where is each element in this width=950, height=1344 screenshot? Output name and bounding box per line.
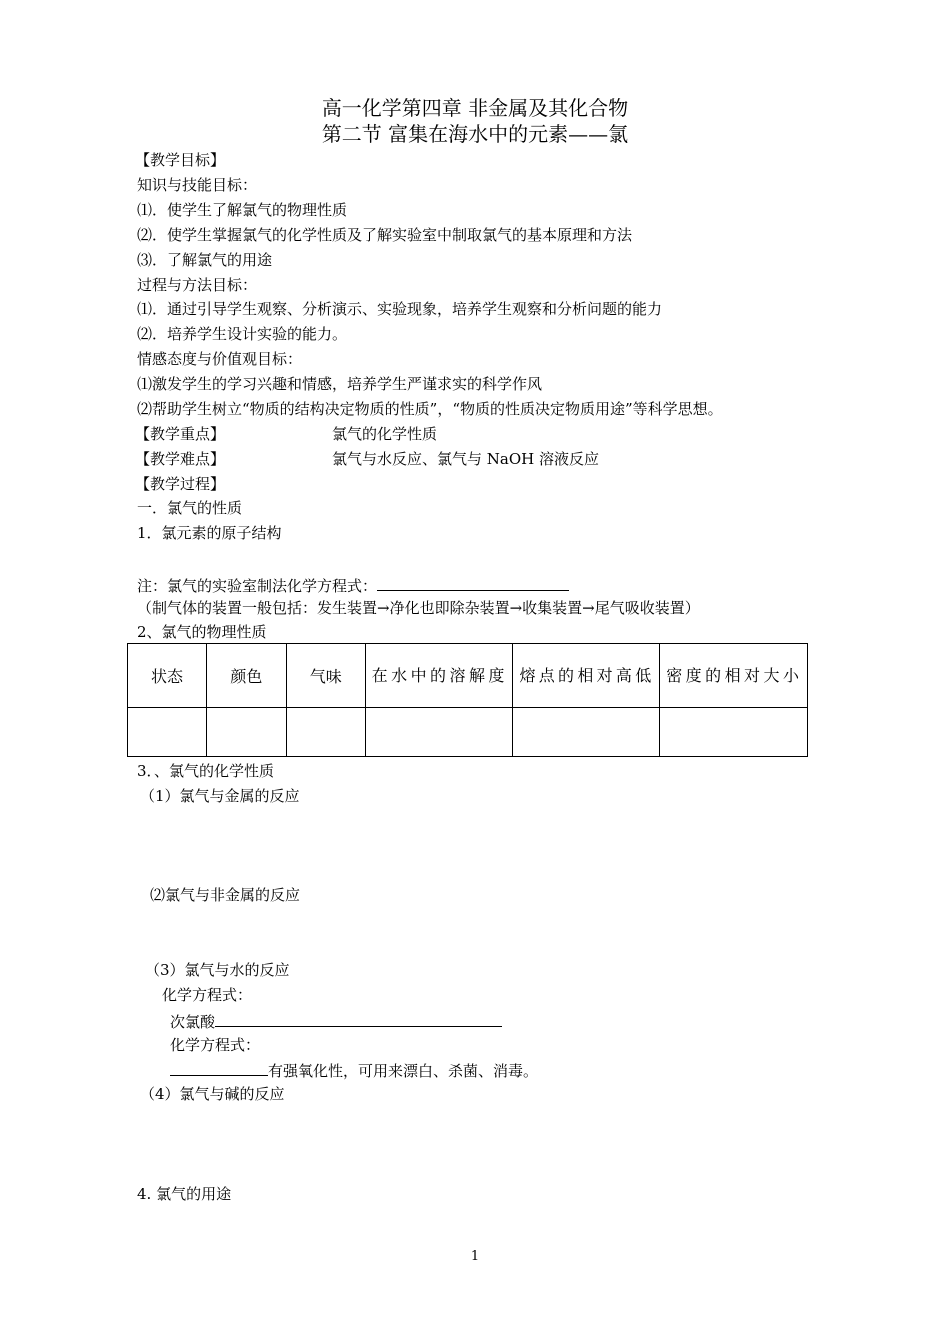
table-cell bbox=[365, 708, 513, 757]
hypochlorous-line bbox=[170, 1010, 502, 1032]
emotion-title: 情感态度与价值观目标： bbox=[137, 350, 303, 368]
key-point-value: 氯气的化学性质 bbox=[332, 425, 438, 443]
table-header-cell: 颜色 bbox=[206, 644, 286, 708]
table-cell bbox=[660, 708, 808, 757]
document-title: 高一化学第四章 非金属及其化合物 bbox=[321, 96, 629, 120]
objectives-header: 【教学目标】 bbox=[135, 151, 226, 169]
lab-method-note bbox=[137, 574, 569, 596]
table-row bbox=[128, 708, 808, 757]
table-header-cell: 密度的相对大小 bbox=[660, 644, 808, 708]
equation-label-1: 化学方程式： bbox=[162, 986, 253, 1004]
section-3-heading: 3．、氯气的化学性质 bbox=[137, 762, 275, 780]
answer-blank bbox=[215, 1010, 502, 1027]
reaction-base: （4）氯气与碱的反应 bbox=[140, 1085, 285, 1103]
page-number: 1 bbox=[470, 1249, 480, 1264]
knowledge-title: 知识与技能目标： bbox=[137, 176, 258, 194]
table-cell bbox=[513, 708, 660, 757]
hypochlorous-label: 次氯酸 bbox=[170, 1013, 216, 1031]
equation-label-2: 化学方程式： bbox=[170, 1036, 261, 1054]
process-item-2: ⑵．培养学生设计实验的能力。 bbox=[137, 325, 348, 343]
knowledge-item-1: ⑴．使学生了解氯气的物理性质 bbox=[137, 201, 348, 219]
device-note: （制气体的装置一般包括：发生装置→净化也即除杂装置→收集装置→尾气吸收装置） bbox=[137, 599, 700, 617]
key-point-label: 【教学重点】 bbox=[135, 425, 226, 443]
table-header-cell: 在水中的溶解度 bbox=[365, 644, 513, 708]
process-header: 【教学过程】 bbox=[135, 475, 226, 493]
difficulty-label: 【教学难点】 bbox=[135, 450, 226, 468]
table-header-row bbox=[128, 644, 808, 708]
physical-properties-table bbox=[127, 643, 808, 757]
oxidizing-text: 有强氧化性，可用来漂白、杀菌、消毒。 bbox=[268, 1062, 539, 1080]
table-cell bbox=[286, 708, 365, 757]
process-item-1: ⑴．通过引导学生观察、分析演示、实验现象，培养学生观察和分析问题的能力 bbox=[137, 300, 663, 318]
section-4-heading: 4. 氯气的用途 bbox=[137, 1185, 232, 1203]
difficulty-value: 氯气与水反应、氯气与 NaOH 溶液反应 bbox=[332, 450, 599, 468]
section-title: 第二节 富集在海水中的元素——氯 bbox=[321, 122, 629, 146]
table-cell bbox=[206, 708, 286, 757]
answer-blank bbox=[377, 574, 569, 591]
reaction-metal: （1）氯气与金属的反应 bbox=[140, 787, 300, 805]
table-cell bbox=[128, 708, 207, 757]
emotion-item-1: ⑴激发学生的学习兴趣和情感，培养学生严谨求实的科学作风 bbox=[137, 375, 543, 393]
reaction-water: （3）氯气与水的反应 bbox=[145, 961, 290, 979]
answer-blank bbox=[170, 1059, 268, 1076]
table-header-cell: 状态 bbox=[128, 644, 207, 708]
section-1-heading: 一．氯气的性质 bbox=[137, 499, 243, 517]
table-header-cell: 气味 bbox=[286, 644, 365, 708]
table-header-cell: 熔点的相对高低 bbox=[513, 644, 660, 708]
reaction-nonmetal: ⑵氯气与非金属的反应 bbox=[150, 886, 301, 904]
lab-method-label: 注：氯气的实验室制法化学方程式： bbox=[137, 577, 378, 595]
section-2-heading: 2、氯气的物理性质 bbox=[137, 623, 267, 641]
knowledge-item-2: ⑵．使学生掌握氯气的化学性质及了解实验室中制取氯气的基本原理和方法 bbox=[137, 226, 633, 244]
oxidizing-line bbox=[170, 1059, 538, 1081]
process-title: 过程与方法目标： bbox=[137, 276, 258, 294]
section-1-1-heading: 1．氯元素的原子结构 bbox=[137, 524, 282, 542]
emotion-item-2: ⑵帮助学生树立“物质的结构决定物质的性质”，“物质的性质决定物质用途”等科学思想。 bbox=[137, 400, 723, 418]
knowledge-item-3: ⑶．了解氯气的用途 bbox=[137, 251, 273, 269]
